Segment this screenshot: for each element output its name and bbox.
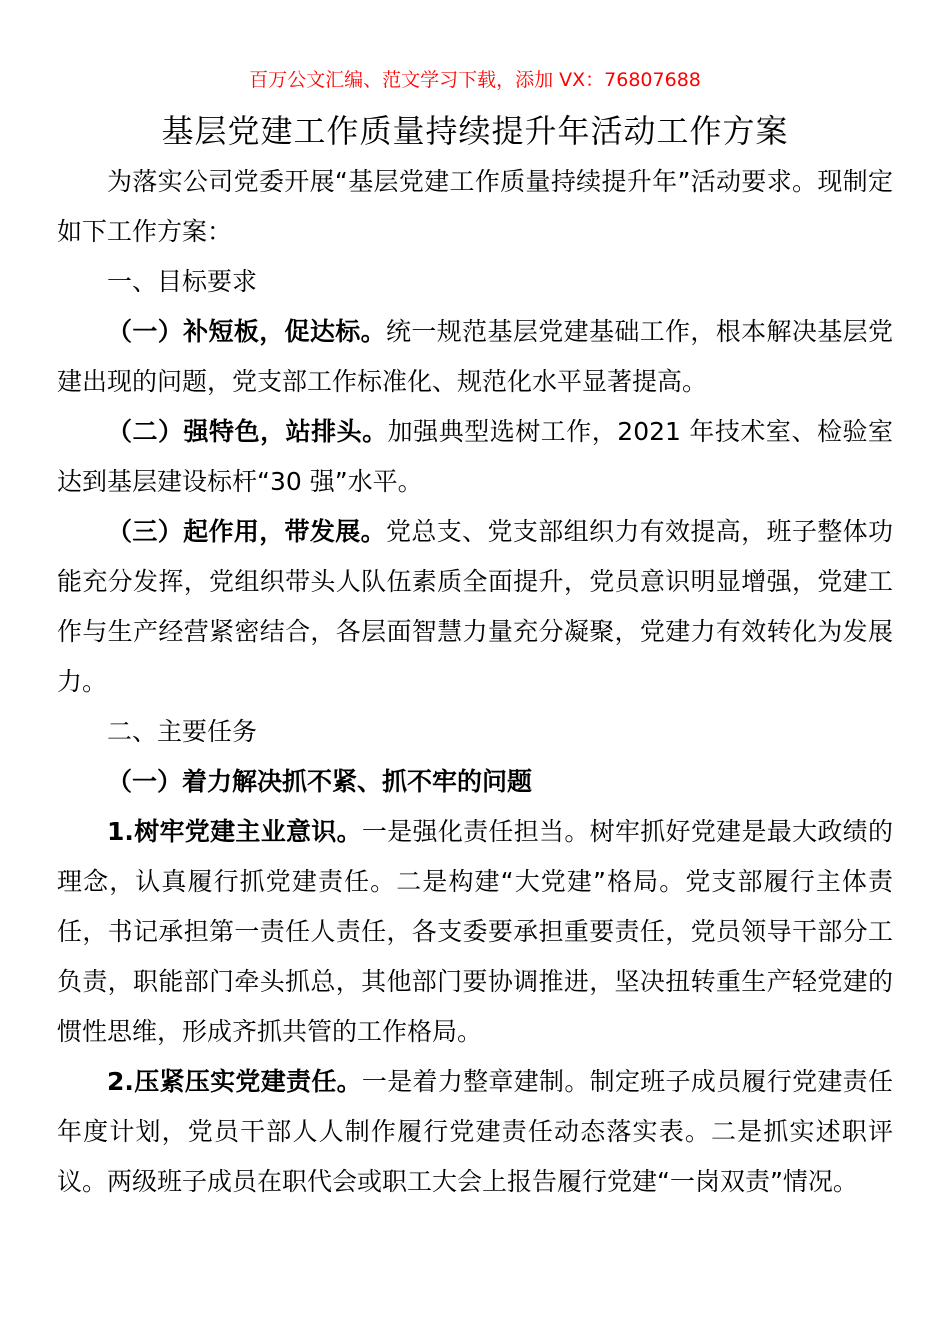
paragraph-text: 党总支、党支部组织力有效提高，班子整体功能充分发挥，党组织带头人队伍素质全面提升，党员意识明显增强，党建工作与生产经营紧密结合，各层面智慧力量充分凝聚，党建力有效转化为发展力。 bbox=[57, 517, 893, 696]
task-paragraph bbox=[57, 1057, 893, 1207]
goal-paragraph bbox=[57, 407, 893, 507]
goal-paragraph bbox=[57, 507, 893, 707]
task-paragraph bbox=[57, 807, 893, 1057]
paragraph-text: 统一规范基层党建基础工作，根本解决基层党建出现的问题，党支部工作标准化、规范化水平显著提高。 bbox=[57, 317, 893, 396]
paragraph-text: 加强典型选树工作，2021 年技术室、检验室达到基层建设标杆“30 强”水平。 bbox=[57, 417, 893, 496]
section-heading bbox=[57, 257, 893, 307]
document-title: 基层党建工作质量持续提升年活动工作方案 bbox=[161, 112, 789, 150]
paragraph-lead: 1.树牢党建主业意识。 bbox=[107, 817, 362, 846]
watermark-banner: 百万公文汇编、范文学习下载，添加 VX：76807688 bbox=[249, 69, 701, 91]
paragraph-text: 一是着力整章建制。制定班子成员履行党建责任年度计划，党员干部人人制作履行党建责任动态落实表。二是抓实述职评议。两级班子成员在职代会或职工大会上报告履行党建“一岗双责”情况。 bbox=[57, 1067, 893, 1196]
intro-paragraph bbox=[57, 157, 893, 257]
paragraph-lead: 2.压紧压实党建责任。 bbox=[107, 1067, 362, 1096]
section-heading-text: 二、主要任务 bbox=[107, 717, 258, 746]
paragraph-lead: （一）着力解决抓不紧、抓不牢的问题 bbox=[107, 767, 533, 796]
goal-paragraph bbox=[57, 307, 893, 407]
section-heading bbox=[57, 707, 893, 757]
paragraph-lead: （二）强特色，站排头。 bbox=[107, 417, 388, 446]
paragraph-text: 一是强化责任担当。树牢抓好党建是最大政绩的理念，认真履行抓党建责任。二是构建“大党建”格局。党支部履行主体责任，书记承担第一责任人责任，各支委要承担重要责任，党员领导干部分工负责，职能部门牵头抓总，其他部门要协调推进，坚决扭转重生产轻党建的惯性思维，形成齐抓共管的工作格局。 bbox=[57, 817, 893, 1046]
section-heading-text: 一、目标要求 bbox=[107, 267, 258, 296]
paragraph-lead: （三）起作用，带发展。 bbox=[107, 517, 387, 546]
document-body bbox=[57, 157, 893, 1207]
paragraph-lead: （一）补短板，促达标。 bbox=[107, 317, 387, 346]
subsection-heading bbox=[57, 757, 893, 807]
paragraph-text: 为落实公司党委开展“基层党建工作质量持续提升年”活动要求。现制定如下工作方案： bbox=[57, 167, 893, 246]
